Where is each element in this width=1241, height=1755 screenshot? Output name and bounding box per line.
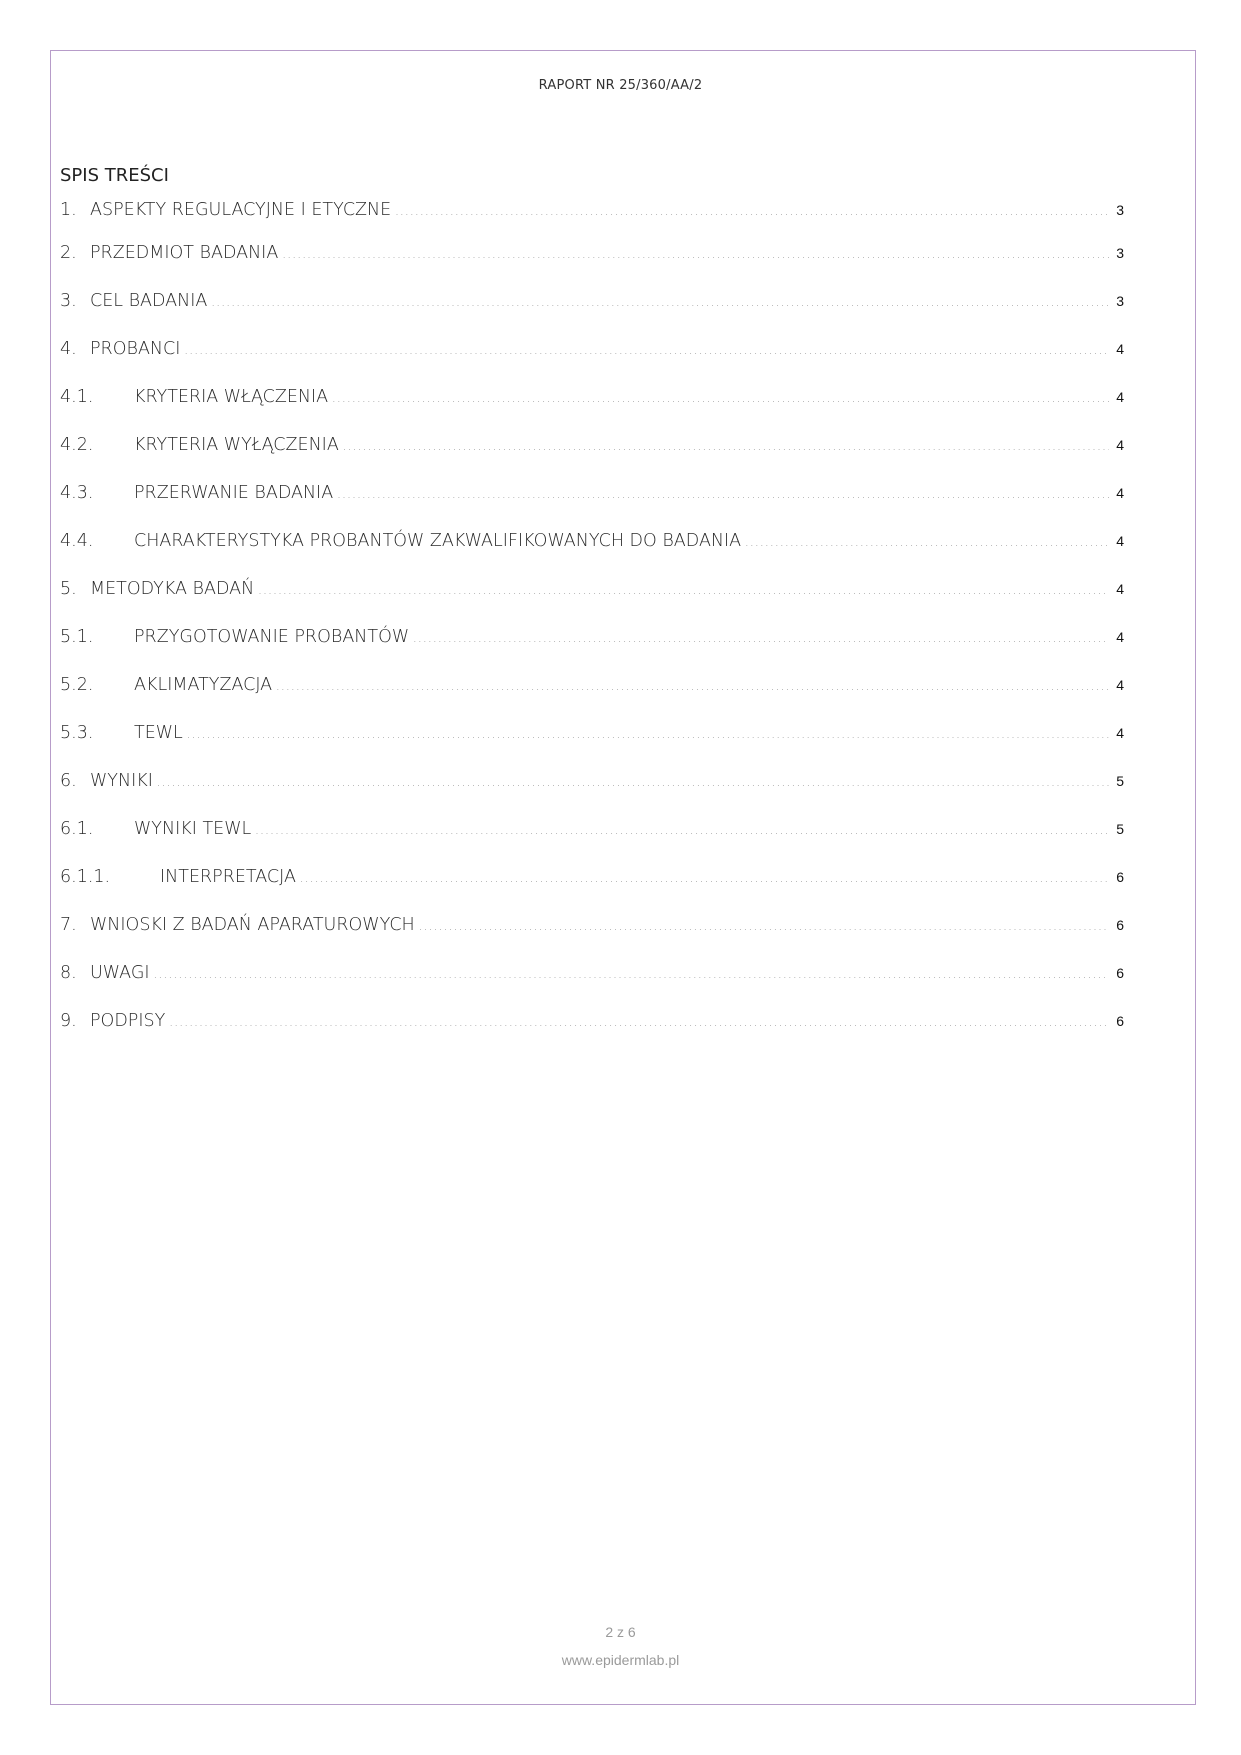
toc-entry-5-1[interactable] (60, 627, 1124, 653)
toc-entry-label: PRZEDMIOT BADANIA (90, 243, 279, 263)
toc-entry-4-3[interactable] (60, 483, 1124, 509)
toc-leader-dots (184, 344, 1109, 357)
toc-entry-page: 6 (1116, 917, 1124, 933)
toc-entry-page: 4 (1116, 725, 1124, 741)
toc-entry-number: 5.1. (60, 627, 94, 647)
toc-entry-label: INTERPRETACJA (160, 867, 296, 887)
toc-entry-5-2[interactable] (60, 675, 1124, 701)
toc-entry-9[interactable] (60, 1011, 1124, 1037)
toc-leader-dots (332, 392, 1109, 405)
toc-entry-label: CHARAKTERYSTYKA PROBANTÓW ZAKWALIFIKOWANYCH DO BADANIA (134, 531, 742, 551)
toc-entry-8[interactable] (60, 963, 1124, 989)
toc-entry-label: KRYTERIA WYŁĄCZENIA (134, 435, 339, 455)
toc-leader-dots (337, 488, 1109, 501)
toc-entry-number: 4.4. (60, 531, 94, 551)
toc-entry-5-3[interactable] (60, 723, 1124, 749)
toc-entry-label: PODPISY (90, 1011, 166, 1031)
toc-leader-dots (255, 824, 1109, 837)
toc-entry-label: METODYKA BADAŃ (90, 579, 255, 599)
toc-entry-page: 4 (1116, 389, 1124, 405)
toc-entry-number: 5. (60, 579, 77, 599)
toc-entry-6[interactable] (60, 771, 1124, 797)
toc-entry-number: 2. (60, 243, 77, 263)
toc-entry-label: ASPEKTY REGULACYJNE I ETYCZNE (90, 200, 392, 220)
toc-entry-4-2[interactable] (60, 435, 1124, 461)
toc-leader-dots (419, 920, 1109, 933)
toc-entry-page: 4 (1116, 629, 1124, 645)
toc-entry-page: 6 (1116, 869, 1124, 885)
toc-entry-label: WYNIKI TEWL (134, 819, 252, 839)
toc-entry-page: 5 (1116, 773, 1124, 789)
toc-entry-6-1[interactable] (60, 819, 1124, 845)
toc-entry-page: 6 (1116, 965, 1124, 981)
toc-entry-number: 4.2. (60, 435, 94, 455)
toc-entry-number: 4.3. (60, 483, 94, 503)
toc-entry-page: 4 (1116, 341, 1124, 357)
toc-entry-number: 5.2. (60, 675, 94, 695)
toc-entry-7[interactable] (60, 915, 1124, 941)
toc-entry-number: 3. (60, 291, 77, 311)
toc-leader-dots (169, 1016, 1109, 1029)
report-number-header: RAPORT NR 25/360/AA/2 (538, 78, 703, 93)
toc-entry-2[interactable] (60, 243, 1124, 269)
toc-entry-page: 4 (1116, 533, 1124, 549)
toc-entry-6-1-1[interactable] (60, 867, 1124, 893)
toc-entry-4[interactable] (60, 339, 1124, 365)
toc-entry-label: WYNIKI (90, 771, 153, 791)
website-link[interactable]: www.epidermlab.pl (561, 1652, 680, 1668)
toc-entry-number: 5.3. (60, 723, 94, 743)
toc-entry-number: 4. (60, 339, 77, 359)
toc-entry-number: 6.1.1. (60, 867, 111, 887)
toc-entry-page: 3 (1116, 293, 1124, 309)
toc-leader-dots (413, 632, 1109, 645)
toc-entry-1[interactable] (60, 200, 1124, 226)
toc-entry-4-4[interactable] (60, 531, 1124, 557)
toc-entry-5[interactable] (60, 579, 1124, 605)
toc-entry-page: 3 (1116, 202, 1124, 218)
toc-leader-dots (300, 872, 1109, 885)
toc-entry-number: 4.1. (60, 387, 94, 407)
toc-leader-dots (276, 680, 1109, 693)
toc-leader-dots (258, 584, 1109, 597)
toc-entry-number: 9. (60, 1011, 77, 1031)
toc-leader-dots (154, 968, 1109, 981)
toc-entry-page: 5 (1116, 821, 1124, 837)
toc-entry-number: 6. (60, 771, 77, 791)
toc-entry-4-1[interactable] (60, 387, 1124, 413)
toc-entry-number: 8. (60, 963, 77, 983)
toc-leader-dots (211, 296, 1109, 309)
toc-entry-label: WNIOSKI Z BADAŃ APARATUROWYCH (90, 915, 415, 935)
toc-entry-page: 4 (1116, 437, 1124, 453)
toc-entry-label: KRYTERIA WŁĄCZENIA (134, 387, 329, 407)
toc-entry-number: 7. (60, 915, 77, 935)
toc-entry-3[interactable] (60, 291, 1124, 317)
toc-entry-page: 4 (1116, 485, 1124, 501)
toc-leader-dots (343, 440, 1109, 453)
toc-entry-label: AKLIMATYZACJA (134, 675, 273, 695)
toc-entry-label: PRZERWANIE BADANIA (134, 483, 334, 503)
toc-entry-page: 4 (1116, 677, 1124, 693)
toc-entry-label: TEWL (134, 723, 183, 743)
toc-entry-label: CEL BADANIA (90, 291, 208, 311)
toc-entry-page: 4 (1116, 581, 1124, 597)
toc-entry-label: PROBANCI (90, 339, 181, 359)
toc-leader-dots (745, 536, 1109, 549)
toc-leader-dots (282, 248, 1109, 261)
toc-entry-number: 6.1. (60, 819, 94, 839)
toc-entry-page: 6 (1116, 1013, 1124, 1029)
toc-entry-page: 3 (1116, 245, 1124, 261)
toc-leader-dots (157, 776, 1109, 789)
toc-entry-label: PRZYGOTOWANIE PROBANTÓW (134, 627, 410, 647)
toc-heading: SPIS TREŚCI (60, 165, 169, 186)
toc-leader-dots (395, 205, 1109, 218)
toc-leader-dots (187, 728, 1109, 741)
page-indicator: 2 z 6 (605, 1624, 636, 1640)
toc-entry-label: UWAGI (90, 963, 150, 983)
toc-entry-number: 1. (60, 200, 77, 220)
